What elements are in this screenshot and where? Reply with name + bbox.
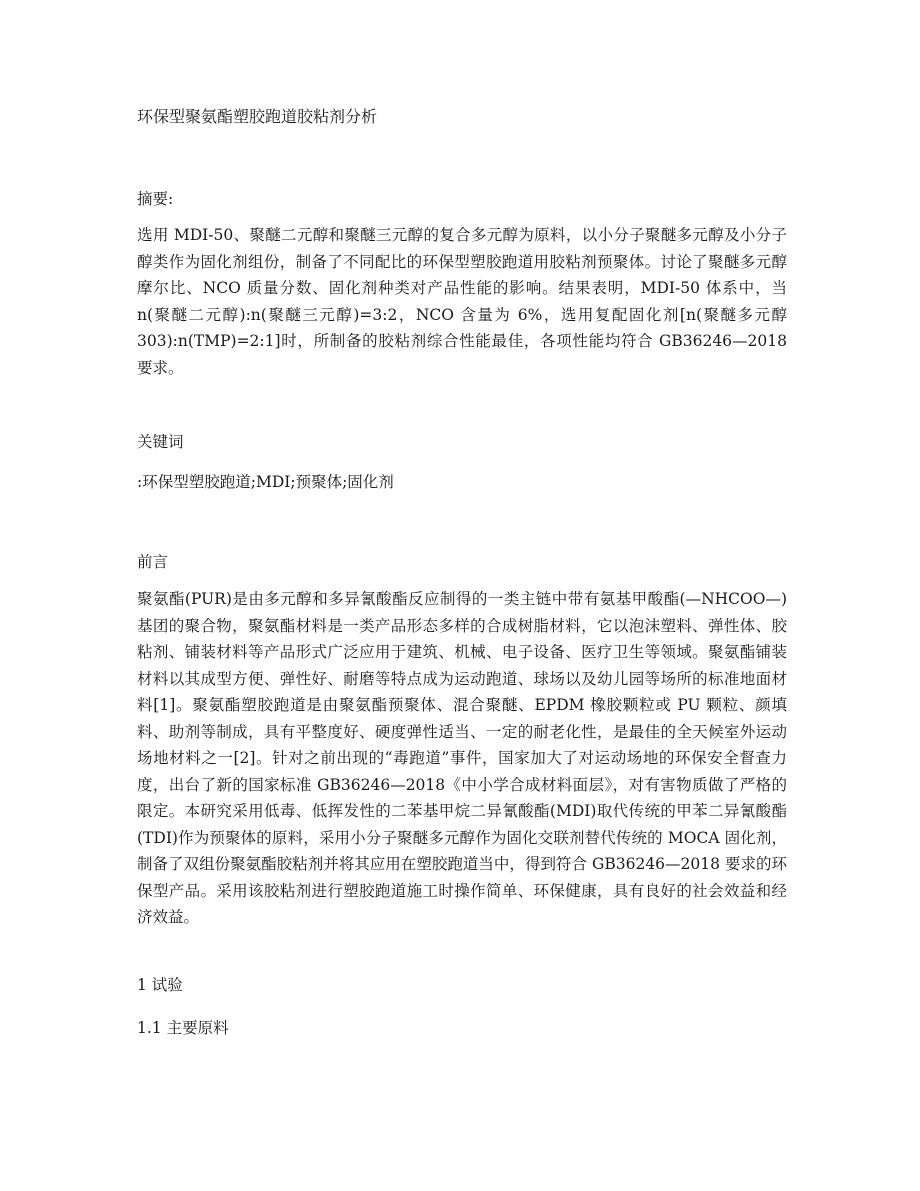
preface-paragraph: 聚氨酯(PUR)是由多元醇和多异氰酸酯反应制得的一类主链中带有氨基甲酸酯(—NHCOO—)基团的聚合物，聚氨酯材料是一类产品形态多样的合成树脂材料，它以泡沫塑料、弹性体、胶粘剂、铺装材料等产品形式广泛应用于建筑、机械、电子设备、医疗卫生等领域。聚氨酯铺装材料以其成型方便、弹性好、耐磨等特点成为运动跑道、球场以及幼儿园等场所的标准地面材料[1]。聚氨酯塑胶跑道是由聚氨酯预聚体、混合聚醚、EPDM 橡胶颗粒或 PU 颗粒、颜填料、助剂等制成，具有平整度好、硬度弹性适当、一定的耐老化性，是最佳的全天候室外运动场地材料之一[2]。针对之前出现的“毒跑道”事件，国家加大了对运动场地的环保安全督查力度，出台了新的国家标准 GB36246—2018《中小学合成材料面层》，对有害物质做了严格的限定。本研究采用低毒、低挥发性的二苯基甲烷二异氰酸酯(MDI)取代传统的甲苯二异氰酸酯(TDI)作为预聚体的原料，采用小分子聚醚多元醇作为固化交联剂替代传统的 MOCA 固化剂，制备了双组份聚氨酯胶粘剂并将其应用在塑胶跑道当中，得到符合 GB36246—2018 要求的环保型产品。采用该胶粘剂进行塑胶跑道施工时操作简单、环保健康，具有良好的社会效益和经济效益。 — [137, 590, 787, 926]
abstract-heading: 摘要: — [137, 190, 174, 208]
preface-heading: 前言 — [137, 553, 169, 571]
keywords-list: :环保型塑胶跑道;MDI;预聚体;固化剂 — [137, 473, 394, 491]
section-heading-1: 1 试验 — [137, 976, 183, 994]
section-heading-1-1: 1.1 主要原料 — [137, 1019, 229, 1037]
abstract-paragraph: 选用 MDI-50、聚醚二元醇和聚醚三元醇的复合多元醇为原料，以小分子聚醚多元醇及小分子醇类作为固化剂组份，制备了不同配比的环保型塑胶跑道用胶粘剂预聚体。讨论了聚醚多元醇摩尔比、NCO 质量分数、固化剂种类对产品性能的影响。结果表明，MDI-50 体系中，当 n(聚醚二元醇):n(聚醚三元醇)=3:2，NCO 含量为 6%，选用复配固化剂[n(聚醚多元醇 303):n(TMP)=2:1]时，所制备的胶粘剂综合性能最佳，各项性能均符合 GB36246—2018 要求。 — [137, 226, 787, 377]
document-title: 环保型聚氨酯塑胶跑道胶粘剂分析 — [137, 107, 378, 126]
keywords-heading: 关键词 — [137, 433, 184, 451]
